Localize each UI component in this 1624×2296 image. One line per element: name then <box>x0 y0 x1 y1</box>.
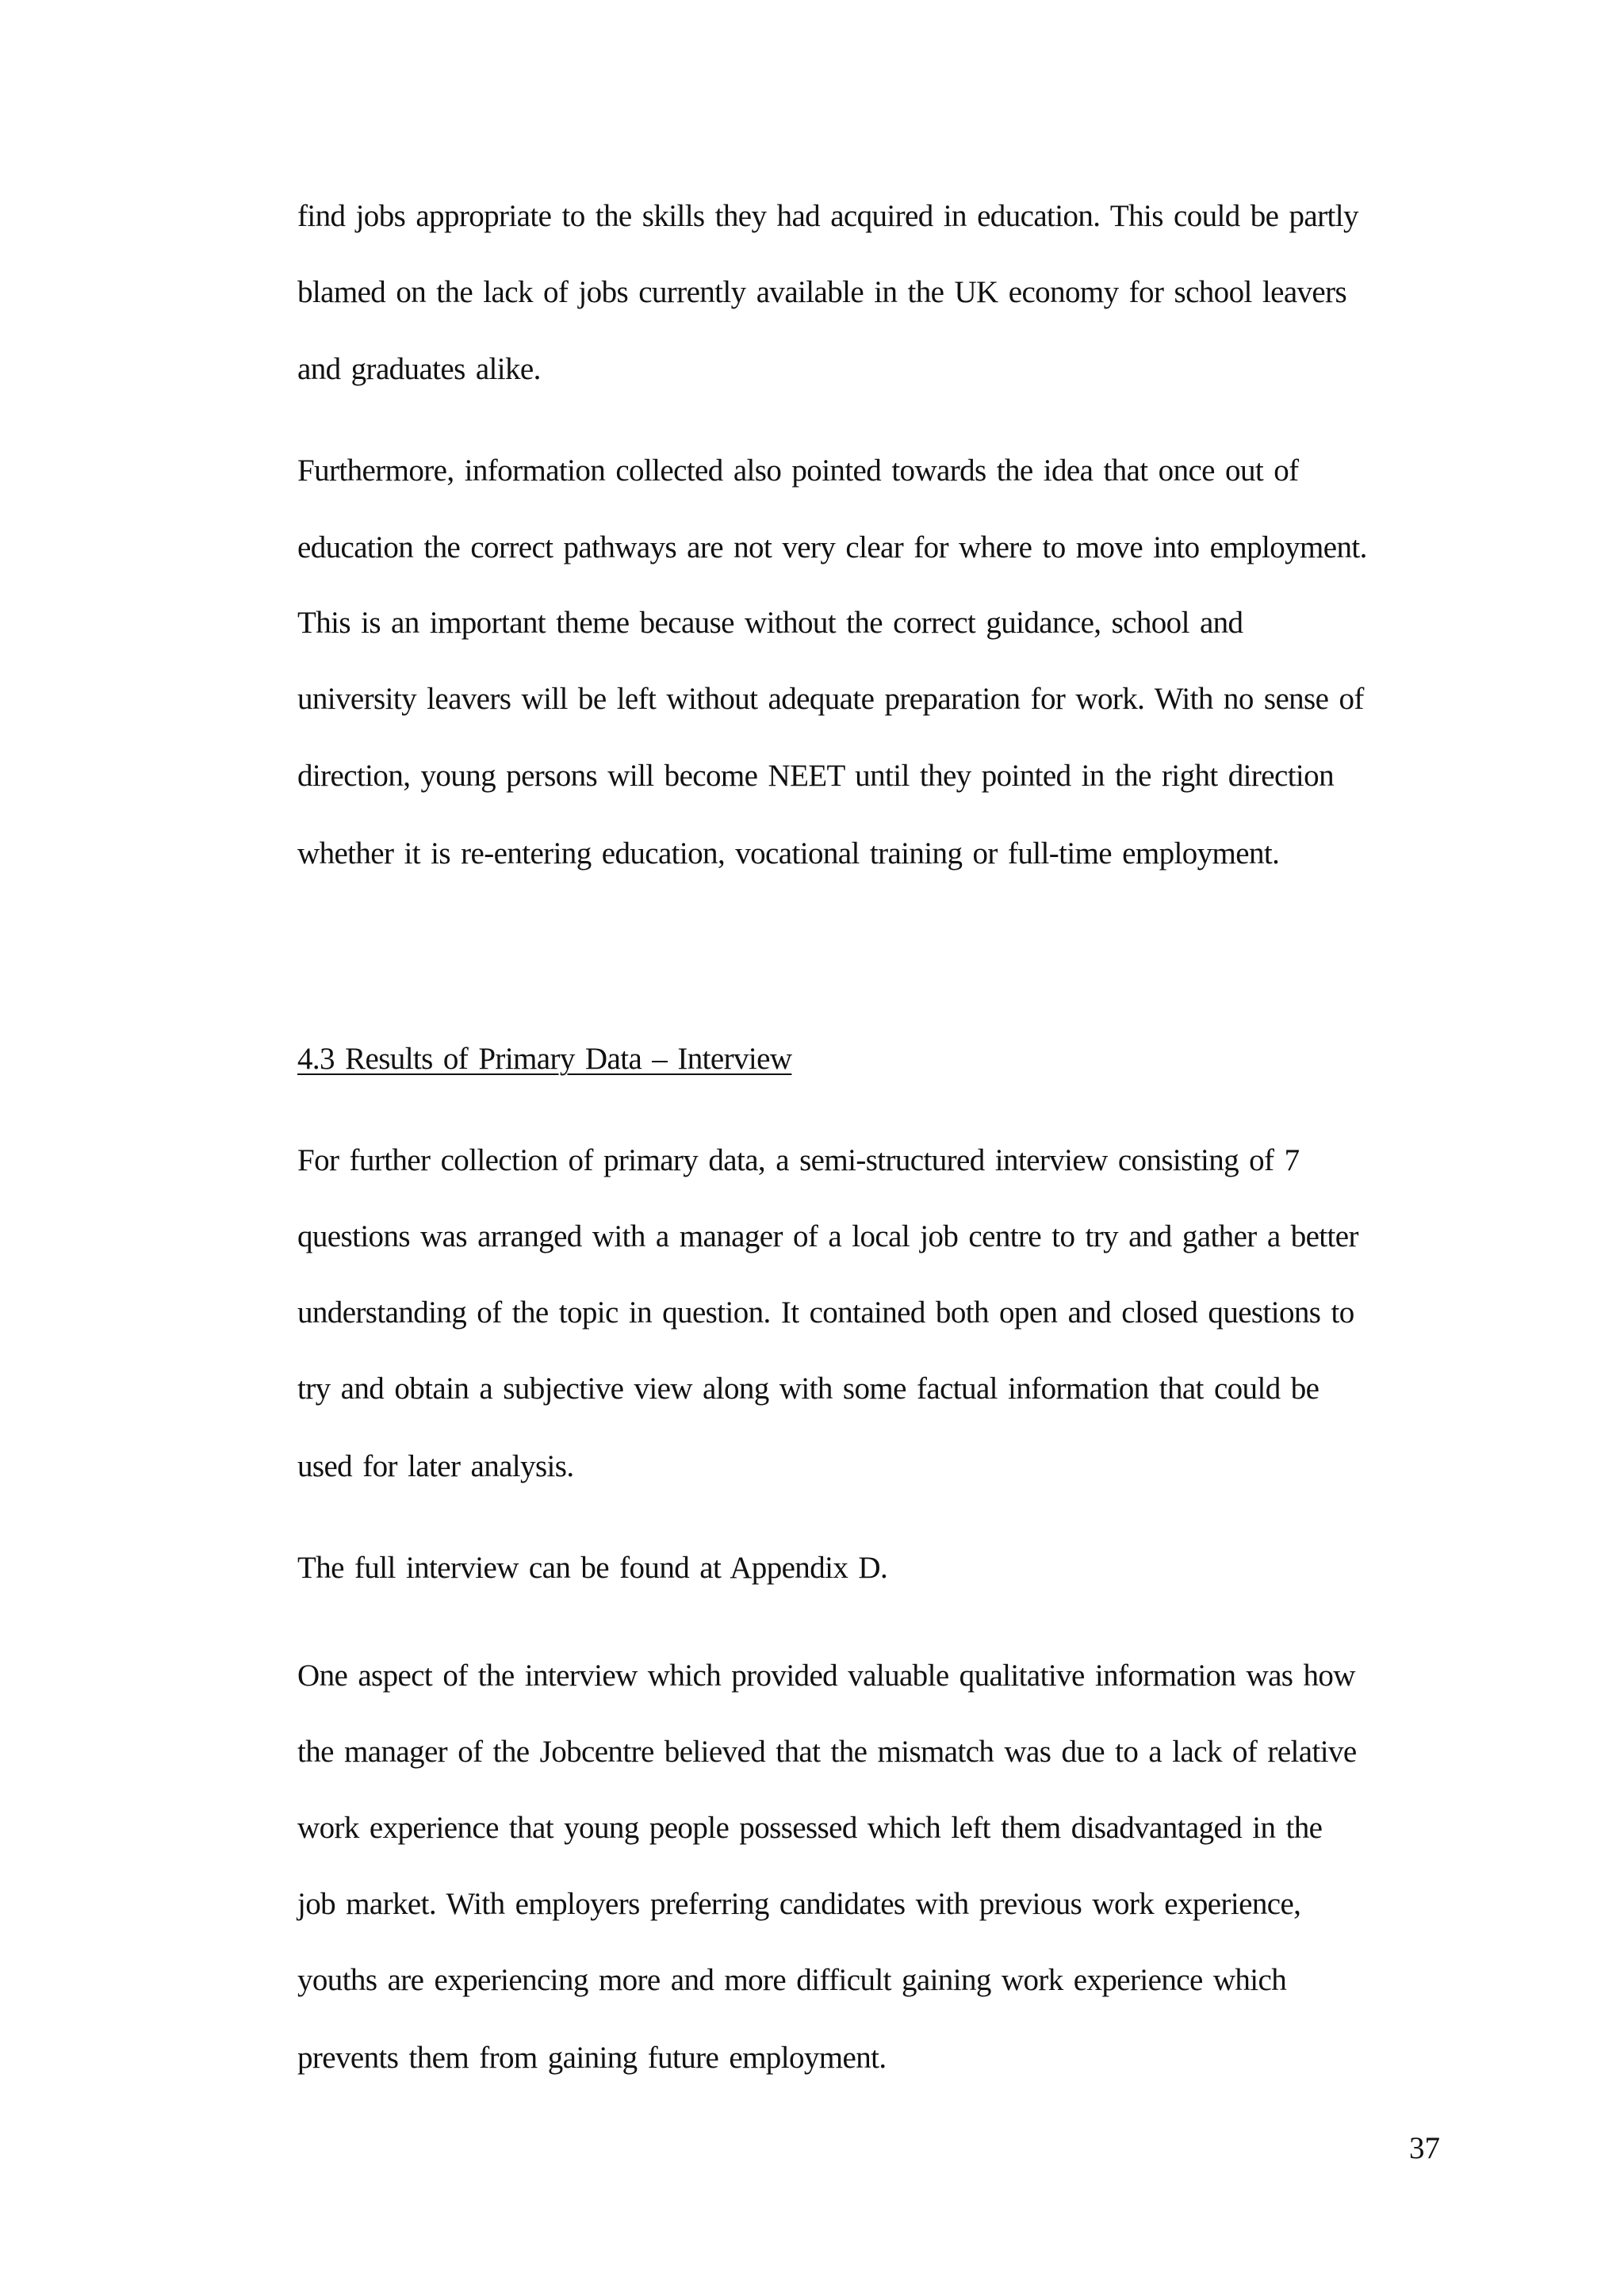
text-line: whether it is re-entering education, vocational training or full-time employment. <box>297 836 1280 871</box>
text-line: The full interview can be found at Appendix D. <box>297 1551 888 1585</box>
text-line: and graduates alike. <box>297 352 541 386</box>
text-line: prevents them from gaining future employment. <box>297 2041 887 2075</box>
text-line: youths are experiencing more and more difficult gaining work experience which <box>297 1963 1287 1997</box>
text-line: One aspect of the interview which provided valuable qualitative information was how <box>297 1659 1355 1693</box>
text-line: questions was arranged with a manager of a local job centre to try and gather a better <box>297 1219 1358 1253</box>
text-line: Furthermore, information collected also pointed towards the idea that once out of <box>297 453 1299 488</box>
text-line: education the correct pathways are not very clear for where to move into employment. <box>297 530 1367 564</box>
text-line: the manager of the Jobcentre believed that the mismatch was due to a lack of relative <box>297 1735 1357 1769</box>
text-line: university leavers will be left without adequate preparation for work. With no sense of <box>297 682 1364 716</box>
text-line: understanding of the topic in question. It contained both open and closed questions to <box>297 1295 1354 1330</box>
text-line: try and obtain a subjective view along with some factual information that could be <box>297 1372 1320 1406</box>
text-line: blamed on the lack of jobs currently available in the UK economy for school leavers <box>297 275 1347 309</box>
section-heading: 4.3 Results of Primary Data – Interview <box>297 1042 792 1076</box>
text-line: direction, young persons will become NEET until they pointed in the right direction <box>297 759 1334 793</box>
text-line: job market. With employers preferring candidates with previous work experience, <box>297 1887 1301 1921</box>
text-line: For further collection of primary data, a semi-structured interview consisting of 7 <box>297 1143 1300 1177</box>
page-number: 37 <box>1409 2131 1440 2165</box>
text-line: find jobs appropriate to the skills they had acquired in education. This could be partly <box>297 199 1358 233</box>
text-line: work experience that young people possessed which left them disadvantaged in the <box>297 1811 1323 1845</box>
text-line: used for later analysis. <box>297 1449 574 1483</box>
text-line: This is an important theme because without the correct guidance, school and <box>297 606 1243 640</box>
